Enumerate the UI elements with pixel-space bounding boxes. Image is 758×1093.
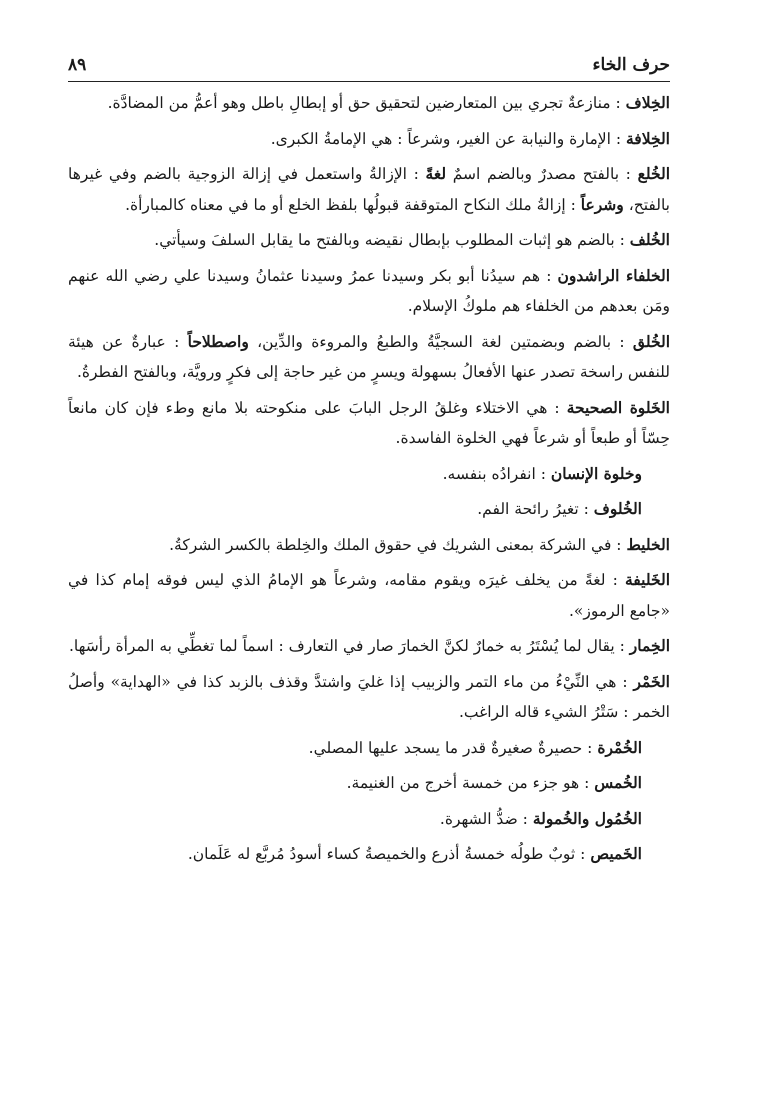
entry-definition: : بالضم هو إثبات المطلوب بإبطال نقيضه وبالفتح ما يقابل السلفَ وسيأتي. (154, 231, 630, 249)
entry-term: الخَليفة (625, 570, 670, 589)
entry-definition: : هم سيدُنا أبو بكر وسيدنا عمرُ وسيدنا عثمانُ وسيدنا علي رضي الله عنهم ومَن بعدهم من الخلفاء هم ملوكُ الإسلام. (68, 266, 670, 315)
entry-term: الخُلع (637, 164, 671, 183)
entry-definition: : هي الاختلاء وغلقُ الرجل البابَ على منكوحته بلا مانع وطء فإن كان مانعاً حِسّاً أو طبعاً أو شرعاً فهي الخلوة الفاسدة. (68, 398, 670, 447)
entry-khumul (68, 804, 670, 835)
entry-term: الخُمس (594, 773, 642, 792)
entry-khalwa (68, 393, 670, 454)
entry-definition: : ثوبٌ طولُه خمسةُ أذرع والخميصةُ كساء أسودُ مُربَّع له عَلَمان. (187, 845, 591, 863)
entry-definition: : بالفتح مصدرٌ وبالضم اسمٌ (446, 165, 638, 183)
chapter-title: حرف الخاء (592, 55, 670, 75)
entry-definition: : منازعةٌ تجري بين المتعارضين لتحقيق حق أو إبطالِ باطل وهو أعمُّ من المضادَّة. (107, 94, 626, 112)
entry-term: وخلوة الإنسان (550, 463, 642, 483)
entry-khul (68, 159, 670, 220)
entry-khuluf (68, 494, 670, 525)
entry-definition: : الإزالةُ واستعمل في إزالة الزوجية بالضم وفي غيرها بالفتح، (68, 165, 670, 214)
entry-khimar (68, 631, 670, 662)
entry-term: الخُلف (629, 230, 670, 249)
entry-definition: : لغةً من يخلف غيرَه ويقوم مقامه، وشرعاً هو الإمامُ الذي ليس فوقه إمام كذا في «جامع الرموز». (68, 571, 670, 620)
entry-label: لغةً (425, 164, 447, 183)
entry-definition: : ضدُّ الشهرة. (439, 809, 533, 828)
entry-term: الخليط (626, 534, 670, 554)
page (68, 55, 670, 875)
entry-term: الخِمار (629, 636, 670, 655)
entry-khamr (68, 667, 670, 728)
entry-definition: : في الشركة بمعنى الشريك في حقوق الملك والخِلطة بالكسر الشركةُ. (169, 535, 627, 554)
entry-term: الخَميص (590, 844, 642, 863)
entry-definition: : إزالةُ ملك النكاح المتوقفة قبولُها بلفظ الخلع أو ما في معناه كالمبارأة. (125, 195, 581, 214)
entry-definition: : بالضم وبضمتين لغة السجيَّةُ والطبعُ والمروءة والدِّين، (248, 332, 633, 351)
page-header (68, 55, 670, 82)
entry-term: الخِلافة (625, 128, 670, 148)
entry-khamis (68, 839, 670, 870)
entry-definition: : عبارةٌ عن هيئة للنفس راسخة تصدر عنها الأفعالُ بسهولة ويسرٍ من غير حاجة إلى فكرٍ ورويَّة، وبالفتح الفطرةُ. (68, 332, 670, 381)
entry-khuluq (68, 327, 670, 388)
entry-definition: : تغيرُ رائحة الفم. (477, 500, 594, 518)
entry-term: الخَمْر (633, 671, 670, 691)
entry-khilafa (68, 124, 670, 155)
entry-term: الخلفاء الراشدون (557, 265, 671, 285)
entry-khums (68, 768, 670, 799)
entry-khalwat-insan (68, 459, 670, 490)
entry-khumra (68, 733, 670, 764)
entry-khilaf (68, 88, 670, 119)
entry-definition: : هو جزء من خمسة أخرج من الغنيمة. (346, 774, 595, 792)
entry-khalit (68, 530, 670, 561)
entry-definition: : يقال لما يُسْتَرُ به خمارٌ لكنَّ الخمارَ صار في التعارف : اسماً لما تغطِّي به المرأة رأسَها. (68, 637, 630, 655)
entry-khalifa (68, 565, 670, 626)
entry-term: الخِلاف (625, 93, 670, 112)
entry-label: وشرعاً (580, 194, 624, 214)
dictionary-entries (68, 88, 670, 870)
entry-term: الخُمْرة (597, 737, 642, 757)
entry-khulf (68, 225, 670, 256)
entry-definition: : حصيرةٌ صغيرةٌ قدر ما يسجد عليها المصلي. (308, 738, 598, 757)
entry-definition: : الإمارة والنيابة عن الغير، وشرعاً : هي الإمامةُ الكبرى. (270, 129, 626, 148)
entry-label: واصطلاحاً (187, 331, 249, 351)
entry-definition: : هي النِّيْءُ من ماء التمر والزبيب إذا غليَ واشتدَّ وقذف بالزبد كذا في «الهداية» وأصلُ الخمر : سَتْرُ الشيء قاله الراغب. (68, 672, 670, 721)
entry-khulafa (68, 261, 670, 322)
entry-term: الخَلوة الصحيحة (566, 397, 670, 417)
entry-term: الخُلوف (593, 499, 642, 518)
entry-definition: : انفرادُه بنفسه. (442, 464, 551, 483)
entry-term: الخُلق (632, 331, 671, 351)
page-number: ٨٩ (68, 55, 87, 75)
entry-term: الخُمُول والخُمولة (532, 808, 642, 828)
